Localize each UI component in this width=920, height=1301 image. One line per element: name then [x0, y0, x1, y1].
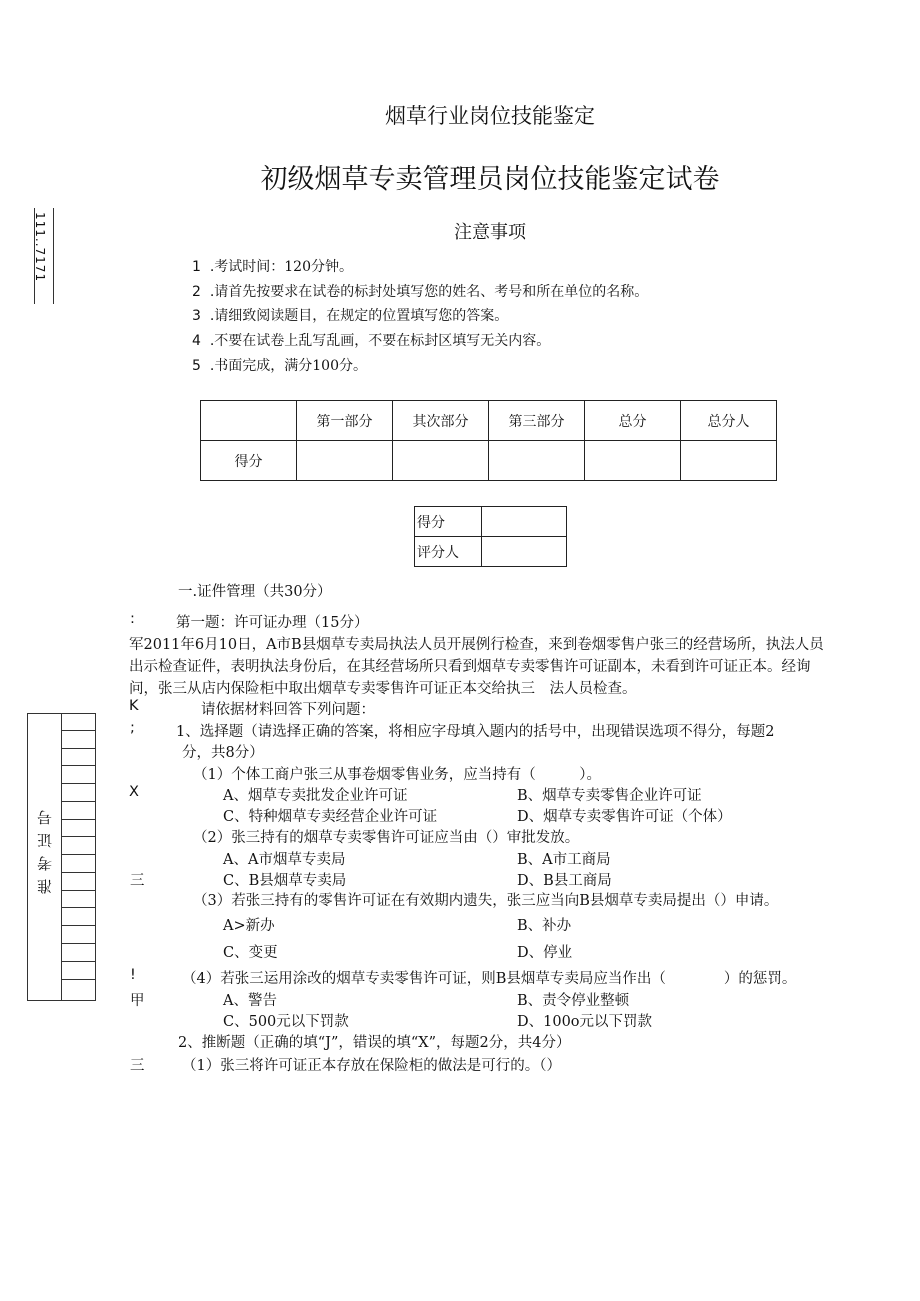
exam-number-cell[interactable]: [61, 854, 95, 855]
exam-number-cell[interactable]: [61, 979, 95, 980]
exam-number-cell[interactable]: [61, 907, 95, 908]
notice-item: 4 .不要在试卷上乱写乱画，不要在标封区填写无关内容。: [192, 333, 551, 349]
margin-mark: :: [130, 611, 135, 627]
exam-number-cell[interactable]: [61, 872, 95, 873]
option-d[interactable]: D、B县工商局: [517, 873, 612, 889]
exam-title: 初级烟草专卖管理员岗位技能鉴定试卷: [260, 164, 720, 195]
exam-number-cell[interactable]: [61, 783, 95, 784]
margin-mark: 三: [130, 1058, 145, 1074]
option-a[interactable]: A、烟草专卖批发企业许可证: [223, 788, 408, 804]
notice-item: 3 .请细致阅读题目，在规定的位置填写您的答案。: [192, 308, 509, 324]
score-table: [200, 400, 777, 481]
exam-number-cell[interactable]: [61, 925, 95, 926]
material-line: 出示检查证件，表明执法身份后，在其经营场所只看到烟草专卖零售许可证副本，未看到许可证正本。经询: [129, 659, 811, 675]
score-cell[interactable]: [393, 441, 489, 481]
option-a[interactable]: A>新办: [223, 918, 275, 934]
exam-number-cell[interactable]: [61, 961, 95, 962]
question-stem: （3）若张三持有的零售许可证在有效期内遗失，张三应当向B县烟草专卖局提出（）申请。: [193, 893, 779, 909]
margin-mark: !: [130, 967, 136, 983]
score-header-cell: 第一部分: [297, 401, 393, 441]
option-a[interactable]: A、A市烟草专卖局: [223, 852, 346, 868]
score-header-cell: 总分: [585, 401, 681, 441]
score-cell[interactable]: [585, 441, 681, 481]
option-d[interactable]: D、烟草专卖零售许可证（个体）: [517, 809, 732, 825]
notice-item: 5 .书面完成，满分100分。: [192, 358, 367, 374]
exam-number-cell[interactable]: [61, 836, 95, 837]
grader-score-label: 得分: [415, 507, 482, 537]
exam-number-cell[interactable]: [61, 943, 95, 944]
section-title: 一.证件管理（共30分）: [178, 584, 332, 600]
score-row-label: 得分: [201, 441, 297, 481]
notice-heading: 注意事项: [454, 222, 526, 243]
question-stem: （1）个体工商户张三从事卷烟零售业务，应当持有（ ）。: [193, 767, 601, 783]
question-stem: （2）张三持有的烟草专卖零售许可证应当由（）审批发放。: [193, 830, 580, 846]
choice-section-title-cont: 分，共8分）: [182, 745, 264, 761]
exam-number-cell[interactable]: [61, 890, 95, 891]
score-table-row: [201, 441, 777, 481]
choice-section-title: 1、选择题（请选择正确的答案，将相应字母填入题内的括号中，出现错误选项不得分，每题2: [176, 724, 775, 740]
instruction: 请依据材料回答下列问题：: [201, 702, 375, 718]
margin-mark: K: [129, 698, 139, 714]
option-c[interactable]: C、变更: [223, 945, 278, 961]
industry-heading: 烟草行业岗位技能鉴定: [385, 104, 595, 128]
option-b[interactable]: B、A市工商局: [517, 852, 611, 868]
notice-item: 2 .请首先按要求在试卷的标封处填写您的姓名、考号和所在单位的名称。: [192, 284, 649, 300]
option-b[interactable]: B、补办: [517, 918, 572, 934]
grader-score-cell[interactable]: [482, 507, 567, 537]
exam-number-box: [27, 713, 96, 1001]
grader-name-label: 评分人: [415, 537, 482, 567]
score-cell[interactable]: [489, 441, 585, 481]
score-cell[interactable]: [297, 441, 393, 481]
question-1-title: 第一题：许可证办理（15分）: [176, 615, 369, 631]
option-b[interactable]: B、责令停业整顿: [517, 993, 630, 1009]
margin-mark: ;: [130, 720, 135, 736]
option-c[interactable]: C、特种烟草专卖经营企业许可证: [223, 809, 438, 825]
judge-section-title: 2、推断题（正确的填“J”，错误的填“X”，每题2分，共4分）: [178, 1035, 571, 1051]
option-d[interactable]: D、100o元以下罚款: [517, 1014, 653, 1030]
exam-number-label: 准考证号: [36, 802, 54, 894]
score-table-header-row: [201, 401, 777, 441]
option-a[interactable]: A、警告: [223, 993, 277, 1009]
material-line: 问，张三从店内保险柜中取出烟草专卖零售许可证正本交给执三 法人员检查。: [129, 681, 637, 697]
score-header-cell: 其次部分: [393, 401, 489, 441]
exam-number-cell[interactable]: [61, 801, 95, 802]
question-stem: （4）若张三运用涂改的烟草专卖零售许可证，则B县烟草专卖局应当作出（ ）的惩罚。: [182, 971, 797, 987]
margin-mark: 三: [130, 873, 145, 889]
judge-question: （1）张三将许可证正本存放在保险柜的做法是可行的。（）: [182, 1058, 561, 1074]
margin-mark: X: [129, 784, 139, 800]
option-d[interactable]: D、停业: [517, 945, 573, 961]
option-c[interactable]: C、500元以下罚款: [223, 1014, 349, 1030]
score-header-cell: [201, 401, 297, 441]
notice-item: 1 .考试时间：120分钟。: [192, 259, 353, 275]
grader-table: [414, 506, 567, 567]
grader-name-cell[interactable]: [482, 537, 567, 567]
score-header-cell: 总分人: [681, 401, 777, 441]
option-c[interactable]: C、B县烟草专卖局: [223, 873, 347, 889]
material-line: 军2011年6月10日，A市B县烟草专卖局执法人员开展例行检查，来到卷烟零售户张三的经营场所，执法人员: [129, 637, 824, 653]
score-header-cell: 第三部分: [489, 401, 585, 441]
exam-number-cell[interactable]: [61, 765, 95, 766]
exam-number-cell[interactable]: [61, 819, 95, 820]
exam-number-cell[interactable]: [61, 730, 95, 731]
exam-number-cell[interactable]: [61, 748, 95, 749]
score-cell[interactable]: [681, 441, 777, 481]
seal-top-marks: 111..7171: [33, 212, 47, 283]
option-b[interactable]: B、烟草专卖零售企业许可证: [517, 788, 702, 804]
margin-mark: 甲: [130, 993, 145, 1009]
